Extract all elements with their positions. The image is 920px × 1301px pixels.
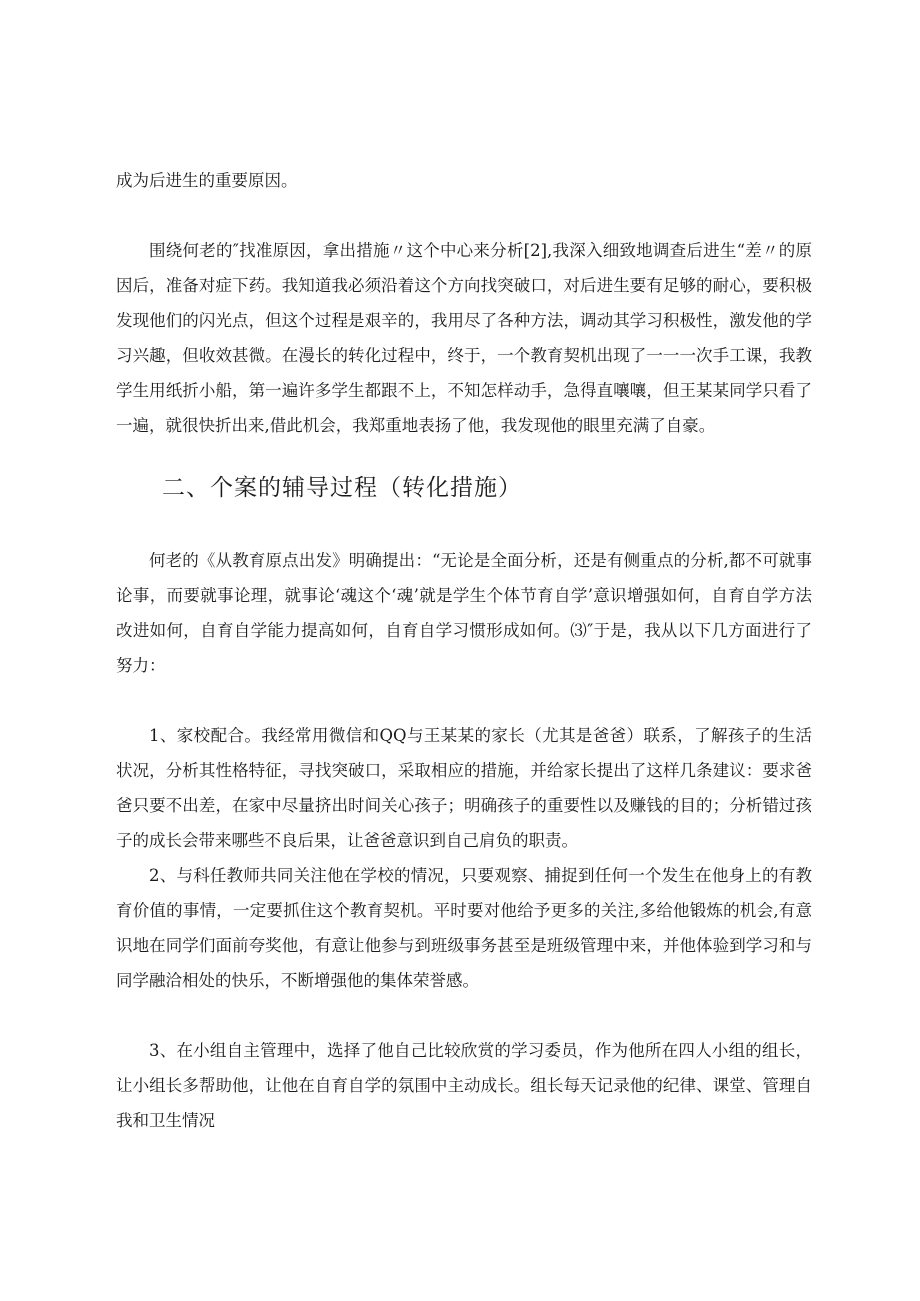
paragraph-analysis: 围绕何老的″找准原因，拿出措施〃这个中心来分析[2],我深入细致地调查后进生“差〃的原因后，准备对症下药。我知道我必须沿着这个方向找突破口，对后进生要有足够的耐心，要积极发现他们的闪光点，但这个过程是艰辛的，我用尽了各种方法，调动其学习积极性，激发他的学习兴趣，但收效甚微。在漫长的转化过程中，终于，一个教育契机出现了一一一次手工课，我教学生用纸折小船，第一遍许多学生都跟不上，不知怎样动手，急得直嚷嚷，但王某某同学只看了一遍，就很快折出来,借此机会，我郑重地表扬了他，我发现他的眼里充满了自豪。 [116,241,812,435]
paragraph-item-3: 3、在小组自主管理中，选择了他自己比较欣赏的学习委员，作为他所在四人小组的组长，让小组长多帮助他，让他在自育自学的氛围中主动成长。组长每天记录他的纪律、课堂、管理自我和卫生情况 [116,1041,812,1130]
paragraph-continuation: 成为后进生的重要原因。 [116,171,298,190]
paragraph-item-2: 2、与科任教师共同关注他在学校的情况，只要观察、捕捉到任何一个发生在他身上的有教育价值的事情，一定要抓住这个教育契机。平时要对他给予更多的关注,多给他锻炼的机会,有意识地在同学们面前夸奖他，有意让他参与到班级事务甚至是班级管理中来，并他体验到学习和与同学融洽相处的快乐，不断增强他的集体荣誉感。 [116,866,812,990]
paragraph-item-1: 1、家校配合。我经常用微信和QQ与王某某的家长（尤其是爸爸）联系，了解孩子的生活状况，分析其性格特征，寻找突破口，采取相应的措施，并给家长提出了这样几条建议：要求爸爸只要不出差，在家中尽量挤出时间关心孩子；明确孩子的重要性以及赚钱的目的；分析错过孩子的成长会带来哪些不良后果，让爸爸意识到自己肩负的职责。 [116,726,812,850]
paragraph-quote: 何老的《从教育原点出发》明确提出：“无论是全面分析，还是有侧重点的分析,都不可就事论事，而要就事论理，就事论‘魂这个‘魂’就是学生个体节育自学’意识增强如何，自育自学方法改进如何，自育自学能力提高如何，自育自学习惯形成如何。⑶″于是，我从以下几方面进行了努力： [116,551,812,675]
section-heading: 二、个案的辅导过程（转化措施） [162,475,522,501]
